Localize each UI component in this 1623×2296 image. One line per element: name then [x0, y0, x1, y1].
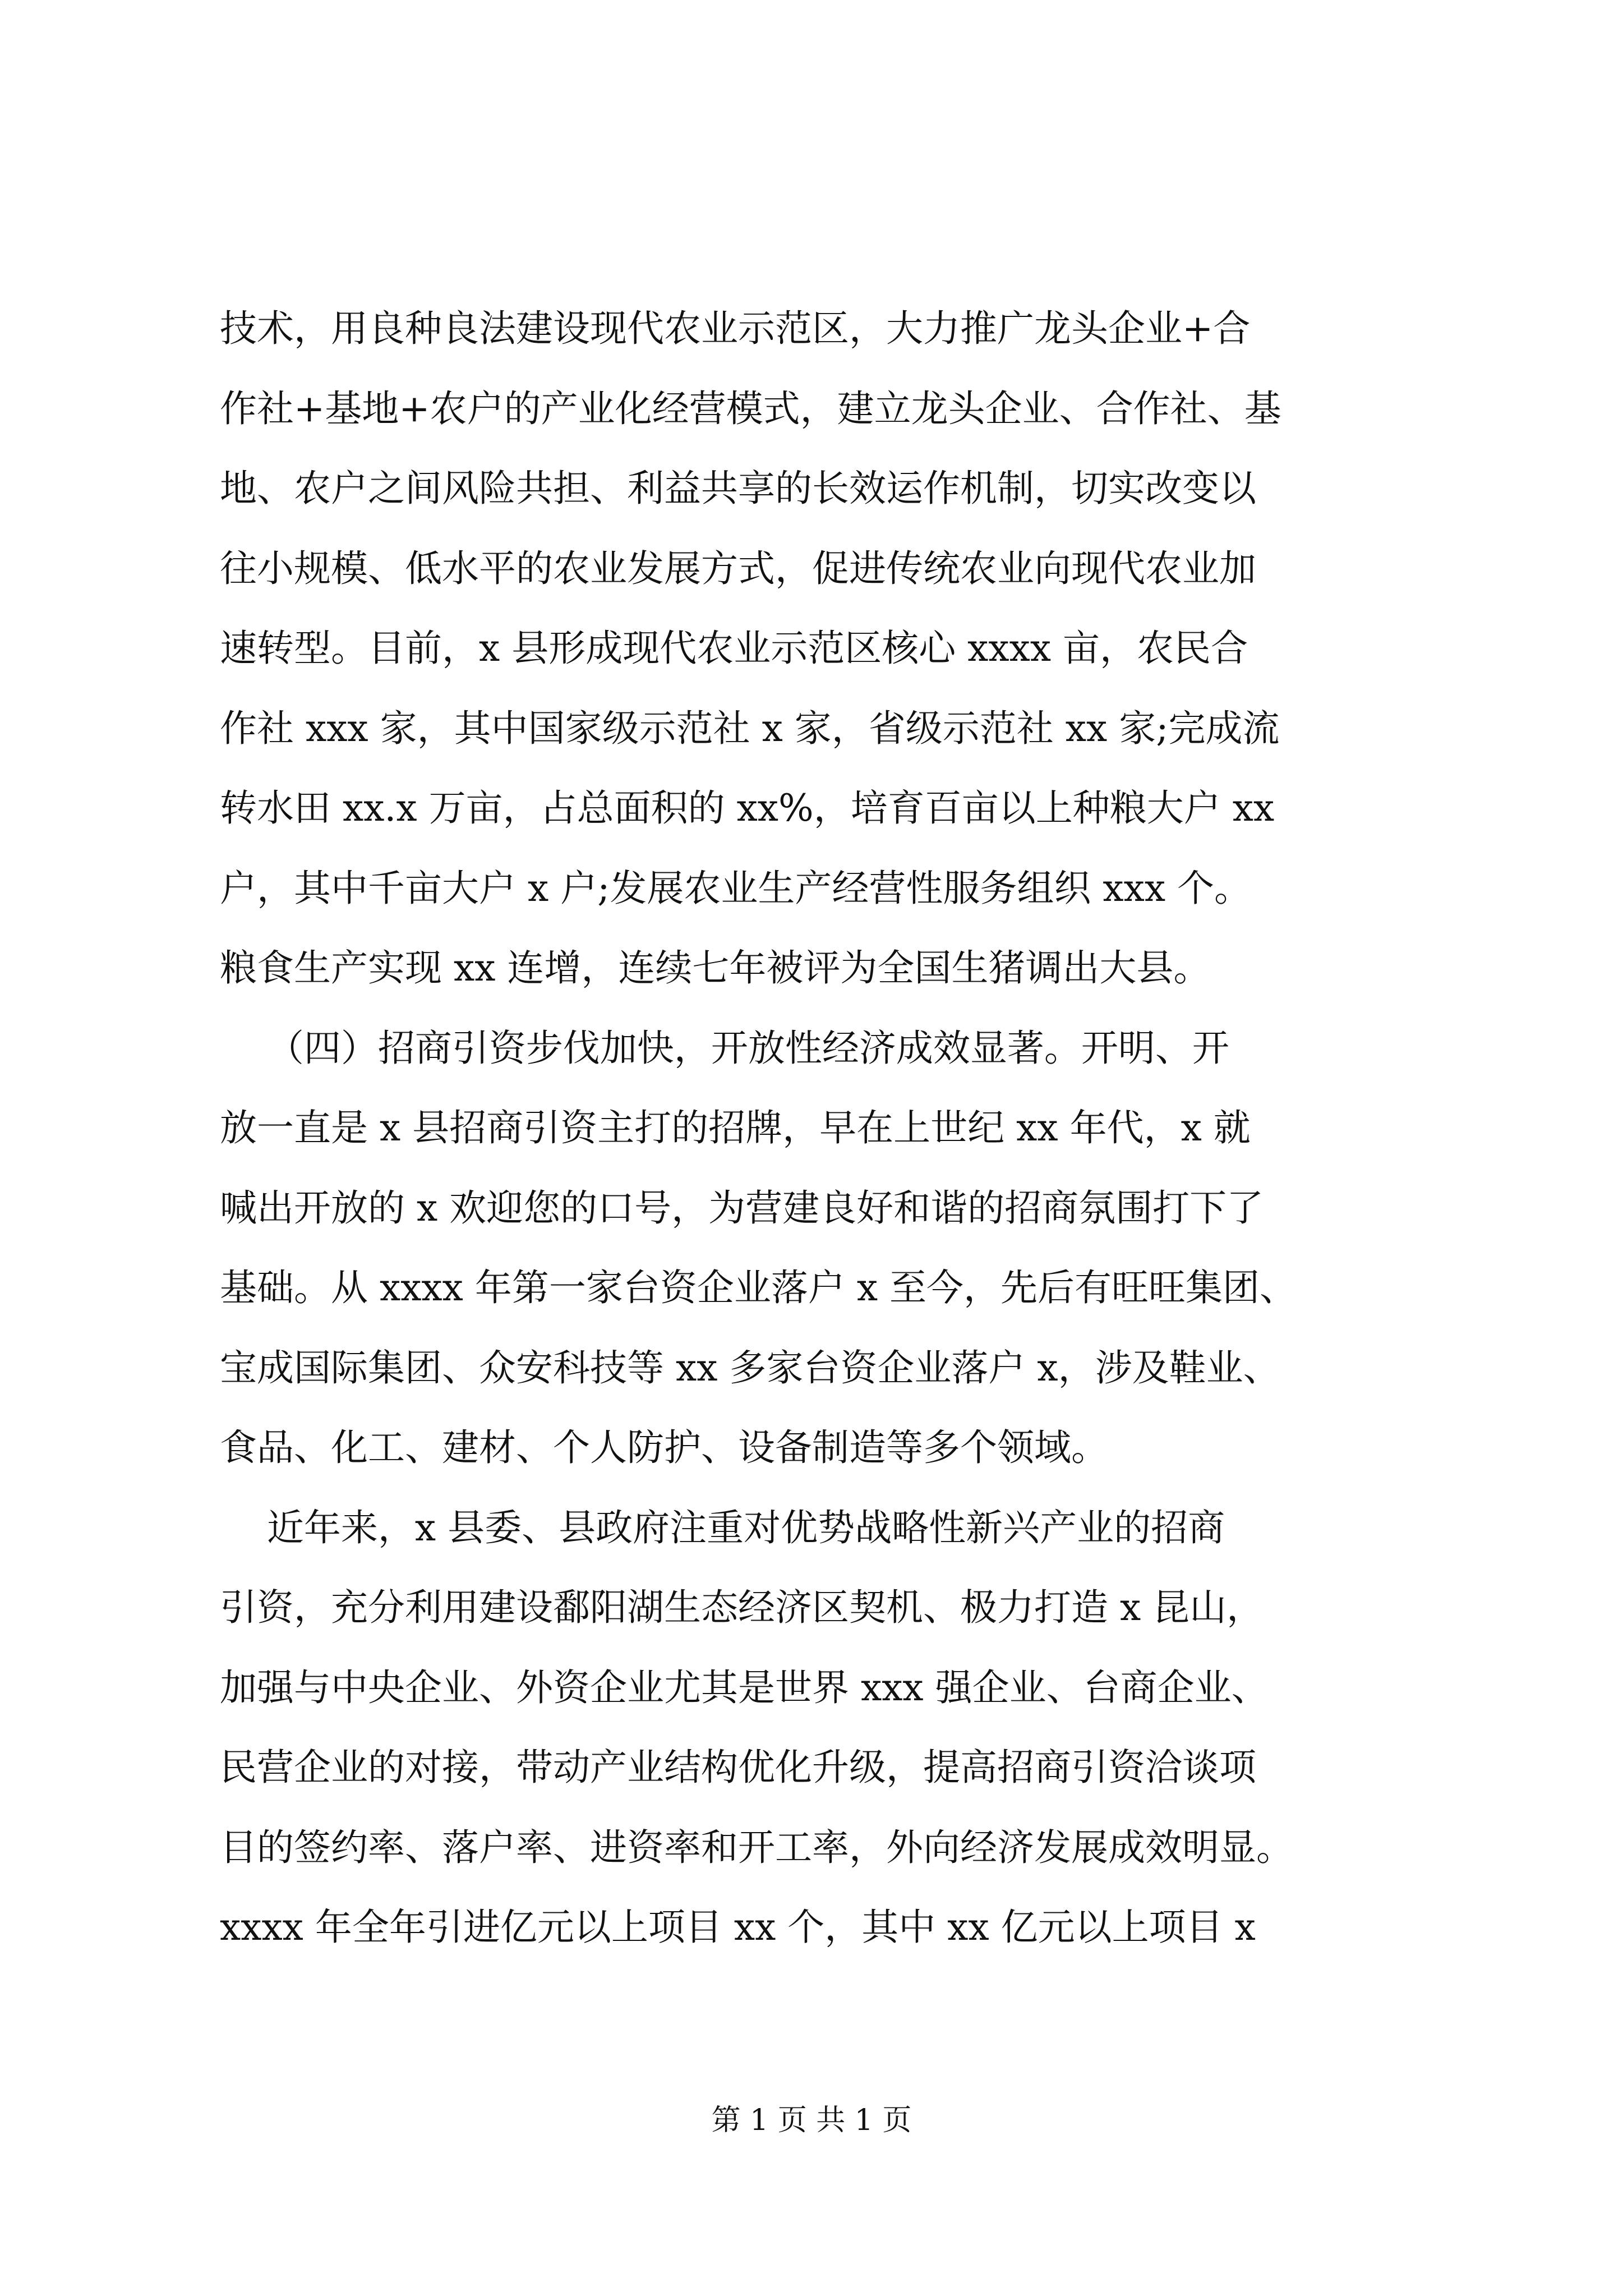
text-line: 往小规模、低水平的农业发展方式，促进传统农业向现代农业加 — [220, 546, 1256, 590]
text-line: （四）招商引资步伐加快，开放性经济成效显著。开明、开 — [220, 1026, 1229, 1070]
page-number-label: 第 1 页 共 1 页 — [711, 2104, 912, 2137]
text-line: 民营企业的对接，带动产业结构优化升级，提高招商引资洽谈项 — [220, 1746, 1256, 1789]
text-line: 近年来，x 县委、县政府注重对优势战略性新兴产业的招商 — [220, 1506, 1225, 1549]
text-line: 作社+基地+农户的产业化经营模式，建立龙头企业、合作社、基 — [220, 386, 1281, 430]
text-line: 转水田 xx.x 万亩，占总面积的 xx%，培育百亩以上种粮大户 xx — [220, 786, 1275, 830]
text-line: 粮食生产实现 xx 连增，连续七年被评为全国生猪调出大县。 — [220, 946, 1211, 990]
text-line: 食品、化工、建材、个人防护、设备制造等多个领域。 — [220, 1426, 1108, 1469]
text-line: 喊出开放的 x 欢迎您的口号，为营建良好和谐的招商氛围打下了 — [220, 1186, 1264, 1230]
text-line: 技术，用良种良法建设现代农业示范区，大力推广龙头企业+合 — [220, 307, 1251, 350]
text-line: 加强与中央企业、外资企业尤其是世界 xxx 强企业、台商企业、 — [220, 1665, 1269, 1709]
text-line: 宝成国际集团、众安科技等 xx 多家台资企业落户 x，涉及鞋业、 — [220, 1346, 1280, 1389]
text-line: 作社 xxx 家，其中国家级示范社 x 家，省级示范社 xx 家;完成流 — [220, 706, 1280, 750]
text-line: 地、农户之间风险共担、利益共享的长效运作机制，切实改变以 — [220, 467, 1256, 510]
text-line: 放一直是 x 县招商引资主打的招牌，早在上世纪 xx 年代，x 就 — [220, 1106, 1251, 1149]
text-line: 引资，充分利用建设鄱阳湖生态经济区契机、极力打造 x 昆山， — [220, 1586, 1264, 1629]
text-line: xxxx 年全年引进亿元以上项目 xx 个，其中 xx 亿元以上项目 x — [220, 1906, 1256, 1949]
text-line: 速转型。目前，x 县形成现代农业示范区核心 xxxx 亩，农民合 — [220, 627, 1248, 670]
text-line: 基础。从 xxxx 年第一家台资企业落户 x 至今，先后有旺旺集团、 — [220, 1266, 1297, 1309]
text-line: 目的签约率、落户率、进资率和开工率，外向经济发展成效明显。 — [220, 1825, 1293, 1869]
page-footer — [0, 2101, 1623, 2140]
document-body — [220, 289, 1426, 1968]
text-line: 户，其中千亩大户 x 户;发展农业生产经营性服务组织 xxx 个。 — [220, 866, 1252, 910]
